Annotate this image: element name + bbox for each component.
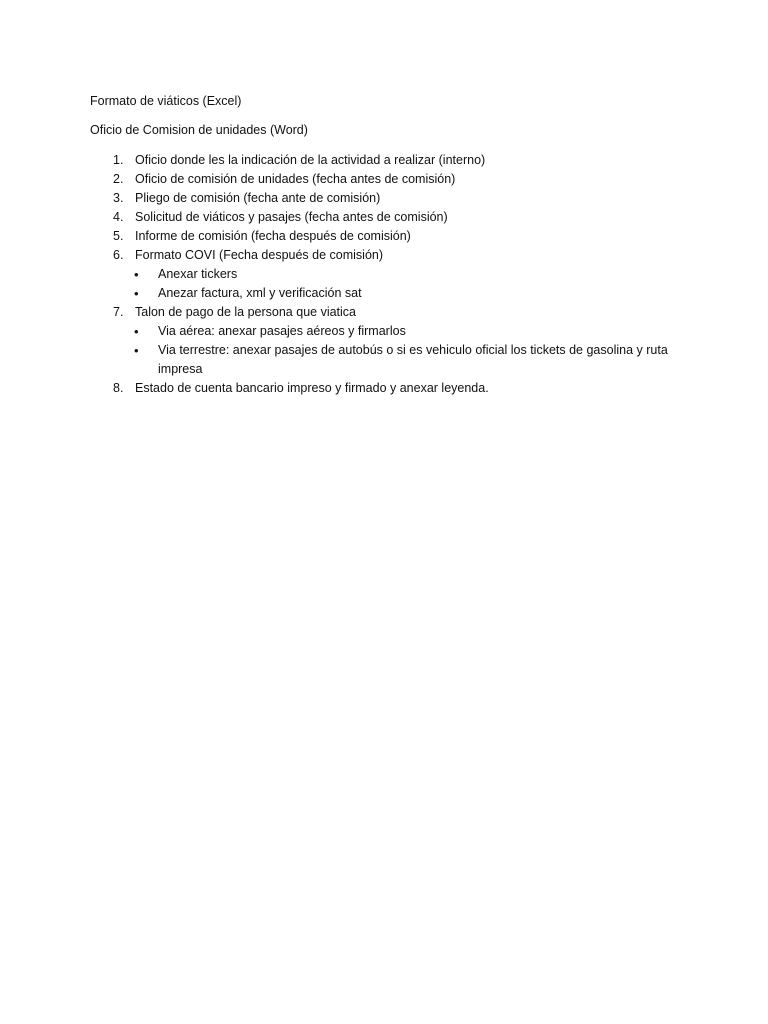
sub-bullet-item: [0, 322, 768, 341]
list-item-number: 7.: [113, 305, 124, 319]
list-item: [0, 151, 768, 170]
sub-bullet-text: Via terrestre: anexar pasajes de autobús o si es vehiculo oficial los tickets de gasolina y ruta impresa: [158, 343, 668, 376]
list-item-text: Informe de comisión (fecha después de comisión): [135, 229, 411, 243]
list-item-text: Estado de cuenta bancario impreso y firmado y anexar leyenda.: [135, 381, 489, 395]
sub-bullet-text: Anezar factura, xml y verificación sat: [158, 286, 362, 300]
sub-bullet-text: Anexar tickers: [158, 267, 238, 281]
sub-bullet-text: Via aérea: anexar pasajes aéreos y firmarlos: [158, 324, 406, 338]
list-item-text: Pliego de comisión (fecha ante de comisión): [135, 191, 381, 205]
list-item-number: 8.: [113, 381, 124, 395]
list-item-text: Talon de pago de la persona que viatica: [135, 305, 356, 319]
list-item-number: 3.: [113, 191, 124, 205]
list-item-number: 2.: [113, 172, 124, 186]
list-item-number: 6.: [113, 248, 124, 262]
bullet-icon: •: [134, 324, 139, 339]
list-item: [0, 303, 768, 322]
list-item-number: 5.: [113, 229, 124, 243]
list-item: [0, 208, 768, 227]
requirements-list: [0, 151, 768, 398]
bullet-icon: •: [134, 286, 139, 301]
list-item-text: Formato COVI (Fecha después de comisión): [135, 248, 384, 262]
heading-word-commission: Oficio de Comision de unidades (Word): [90, 123, 308, 137]
list-item: [0, 379, 768, 398]
list-item: [0, 189, 768, 208]
list-item-text: Solicitud de viáticos y pasajes (fecha antes de comisión): [135, 210, 448, 224]
heading-excel-format: Formato de viáticos (Excel): [90, 94, 242, 108]
sub-bullet-item: [0, 341, 768, 379]
bullet-icon: •: [134, 343, 139, 358]
sub-bullet-item: [0, 284, 768, 303]
list-item: [0, 246, 768, 265]
sub-bullet-item: [0, 265, 768, 284]
list-item-text: Oficio de comisión de unidades (fecha antes de comisión): [135, 172, 456, 186]
bullet-icon: •: [134, 267, 139, 282]
list-item: [0, 227, 768, 246]
list-item-text: Oficio donde les la indicación de la actividad a realizar (interno): [135, 153, 486, 167]
list-item-number: 1.: [113, 153, 124, 167]
list-item: [0, 170, 768, 189]
list-item-number: 4.: [113, 210, 124, 224]
